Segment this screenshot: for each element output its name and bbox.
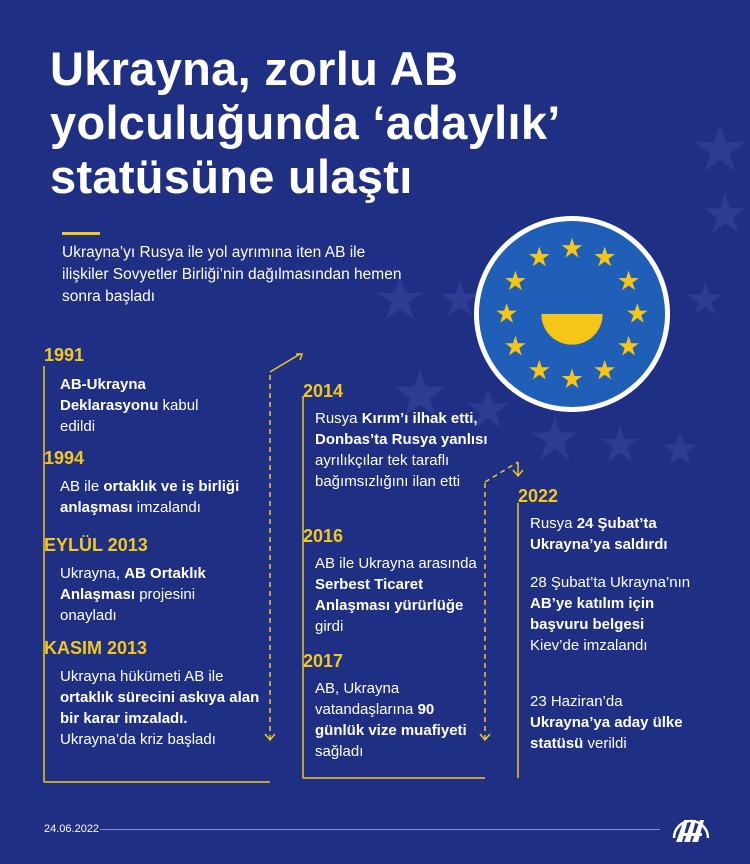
event-text-regular: projesini onayladı bbox=[60, 586, 196, 624]
event-year-eylul-2013: EYLÜL 2013 bbox=[44, 535, 148, 555]
event-text-regular: kabul edildi bbox=[60, 397, 199, 435]
event-text-bold: AB-Ukrayna Deklarasyonu bbox=[60, 376, 159, 414]
event-text-bold: ortaklık ve iş birliği anlaşması bbox=[60, 478, 240, 516]
event-text-regular: Ukrayna hükümeti AB ile bbox=[60, 668, 224, 685]
event-year-2016: 2016 bbox=[303, 526, 344, 546]
footer-divider bbox=[100, 829, 660, 830]
event-text-bold: 24 Şubat’ta Ukrayna’ya saldırdı bbox=[530, 515, 668, 553]
event-text-regular: Ukrayna, bbox=[60, 565, 125, 582]
event-text-regular: 23 Haziran’da bbox=[530, 693, 623, 710]
event-text-regular: Ukrayna’da kriz başladı bbox=[60, 731, 216, 748]
event-text-regular: AB ile bbox=[60, 478, 104, 495]
event-text-regular: verildi bbox=[583, 735, 627, 752]
event-text-bold: Kırım’ı ilhak etti, Donbas’ta Rusya yanlısı bbox=[315, 410, 488, 448]
event-text-eylul-2013 bbox=[60, 563, 240, 626]
event-year-1994: 1994 bbox=[44, 448, 85, 468]
event-text-2014 bbox=[315, 408, 490, 492]
page-title: Ukrayna, zorlu AB yolculuğunda ‘adaylık’ statüsüne ulaştı bbox=[50, 42, 559, 203]
intro-text: Ukrayna’yı Rusya ile yol ayrımına iten AB ile ilişkiler Sovyetler Birliği’nin dağılmasından hemen sonra başladı bbox=[62, 244, 402, 305]
event-text-regular: 28 Şubat’ta Ukrayna’nın bbox=[530, 574, 691, 591]
event-year-2014: 2014 bbox=[303, 381, 344, 401]
event-text-2022-feb28 bbox=[530, 572, 695, 656]
event-text-regular: AB, Ukrayna vatandaşlarına bbox=[315, 680, 418, 718]
event-year-2017: 2017 bbox=[303, 651, 344, 671]
event-year-kasim-2013: KASIM 2013 bbox=[44, 638, 148, 658]
event-text-bold: Serbest Ticaret Anlaşması yürürlüğe bbox=[315, 576, 464, 614]
event-text-regular: AB ile Ukrayna arasında bbox=[315, 555, 477, 572]
event-text-2022-feb24 bbox=[530, 513, 700, 555]
event-year-1991: 1991 bbox=[44, 345, 85, 365]
footer-date: 24.06.2022 bbox=[44, 823, 100, 835]
event-text-bold: AB’ye katılım için başvuru belgesi bbox=[530, 595, 655, 633]
event-text-bold: Ukrayna’ya aday ülke statüsü bbox=[530, 714, 683, 752]
event-text-regular: imzalandı bbox=[132, 499, 201, 516]
event-text-2017 bbox=[315, 678, 485, 762]
event-year-2022: 2022 bbox=[518, 486, 559, 506]
event-text-1991 bbox=[60, 374, 210, 437]
event-text-regular: ayrılıkçılar tek taraflı bağımsızlığını ilan etti bbox=[315, 452, 461, 490]
event-text-regular: Kiev’de imzalandı bbox=[530, 637, 648, 654]
event-text-bold: AB Ortaklık Anlaşması bbox=[60, 565, 206, 603]
event-text-regular: girdi bbox=[315, 618, 344, 635]
event-text-kasim-2013 bbox=[60, 666, 260, 750]
event-text-bold: 90 günlük vize muafiyeti bbox=[315, 701, 467, 739]
event-text-regular: Rusya bbox=[315, 410, 362, 427]
event-text-regular: sağladı bbox=[315, 743, 364, 760]
event-text-regular: Rusya bbox=[530, 515, 577, 532]
anadolu-agency-logo-icon bbox=[670, 808, 712, 846]
event-text-1994 bbox=[60, 476, 250, 518]
event-text-bold: ortaklık sürecini askıya alan bir karar imzaladı. bbox=[60, 689, 260, 727]
event-text-2022-jun23 bbox=[530, 691, 705, 754]
event-text-2016 bbox=[315, 553, 480, 637]
